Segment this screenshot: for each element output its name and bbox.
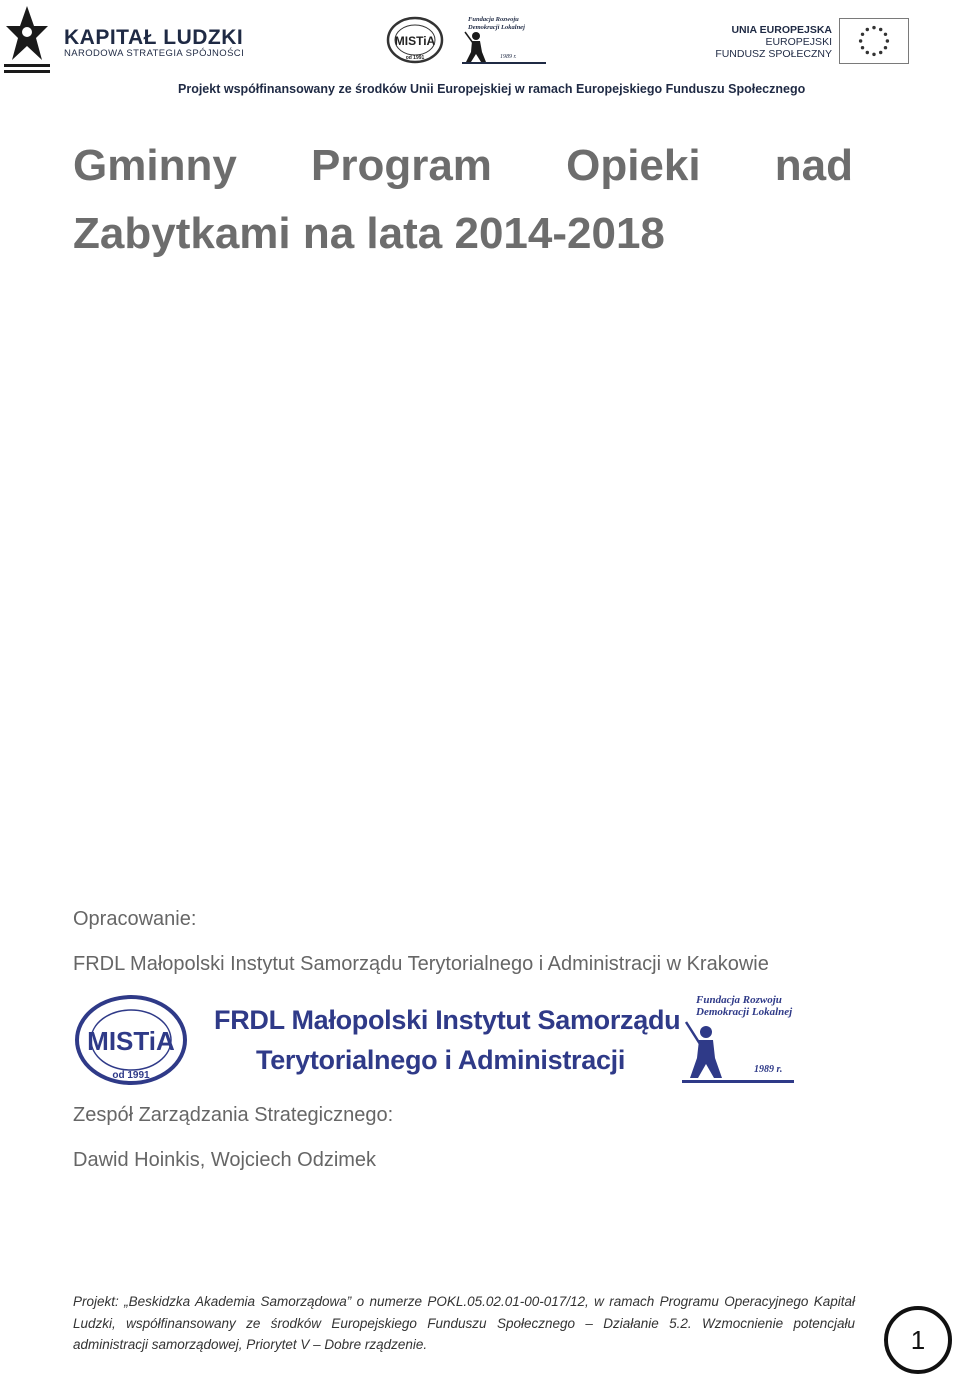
svg-text:od 1991: od 1991 [112, 1070, 150, 1081]
eu-flag-icon [839, 18, 909, 64]
eu-fund-text [715, 24, 832, 60]
walking-figure-large-icon [682, 1020, 728, 1082]
eu-line1: UNIA EUROPEJSKA [731, 24, 832, 36]
frdl-small-line2: Demokracji Lokalnej [468, 24, 525, 31]
header-logo-bar [0, 0, 960, 100]
team-label: Zespół Zarządzania Strategicznego: [73, 1104, 394, 1126]
frdl-fund-line1: Fundacja Rozwoju [696, 994, 782, 1006]
title-line1 [73, 132, 853, 200]
preparation-label: Opracowanie: [73, 908, 197, 930]
frdl-large-line2: Terytorialnego i Administracji [256, 1045, 626, 1075]
svg-text:MISTiA: MISTiA [394, 34, 436, 48]
title-line2: Zabytkami na lata 2014-2018 [73, 209, 665, 258]
frdl-small-line1: Fundacja Rozwoju [468, 16, 519, 23]
project-note: Projekt: „Beskidzka Akademia Samorządowa” o numerze POKL.05.02.01-00-017/12, w ramach Programu Operacyjnego Kapitał Ludzki, współfinansowany ze środków Europejskiego Funduszu Społecznego – Działanie 5.2. Wzmocnienie potencjału administracji samorządowej, Priorytet V – Dobre rządzenie. [73, 1294, 855, 1352]
frdl-fund-year: 1989 r. [754, 1064, 783, 1075]
document-title [73, 132, 853, 268]
walking-figure-icon [462, 28, 490, 64]
mistia-seal-large-icon [74, 994, 188, 1086]
page-number: 1 [884, 1306, 952, 1374]
title-word: Program [310, 141, 492, 190]
eu-line2: EUROPEJSKI [765, 36, 832, 48]
title-word: nad [774, 141, 853, 190]
preparation-organization: FRDL Małopolski Instytut Samorządu Terytorialnego i Administracji w Krakowie [73, 953, 769, 975]
eu-line3: FUNDUSZ SPOŁECZNY [715, 48, 832, 60]
frdl-fund-line2: Demokracji Lokalnej [696, 1006, 793, 1018]
title-word: Opieki [566, 141, 701, 190]
funding-note: Projekt współfinansowany ze środków Unii Europejskiej w ramach Europejskiego Funduszu Społecznego [178, 82, 806, 96]
svg-text:MISTiA: MISTiA [87, 1026, 175, 1056]
kapital-ludzki-subtitle: NARODOWA STRATEGIA SPÓJNOŚCI [64, 48, 245, 59]
team-members: Dawid Hoinkis, Wojciech Odzimek [73, 1149, 377, 1171]
mistia-seal-small-icon [386, 16, 444, 64]
frdl-small-year: 1989 r. [500, 54, 517, 60]
divider [682, 1080, 794, 1083]
title-word: Gminny [73, 141, 237, 190]
kapital-ludzki-logo-icon [4, 4, 50, 74]
frdl-foundation-logo [682, 994, 794, 1086]
frdl-large-line1: FRDL Małopolski Instytut Samorządu [214, 1005, 681, 1035]
frdl-foundation-small-logo [462, 16, 546, 66]
kapital-ludzki-title: KAPITAŁ LUDZKI [64, 26, 244, 49]
svg-text:od 1991: od 1991 [405, 55, 425, 61]
divider [462, 62, 546, 64]
frdl-institute-logo-text [214, 1000, 680, 1080]
